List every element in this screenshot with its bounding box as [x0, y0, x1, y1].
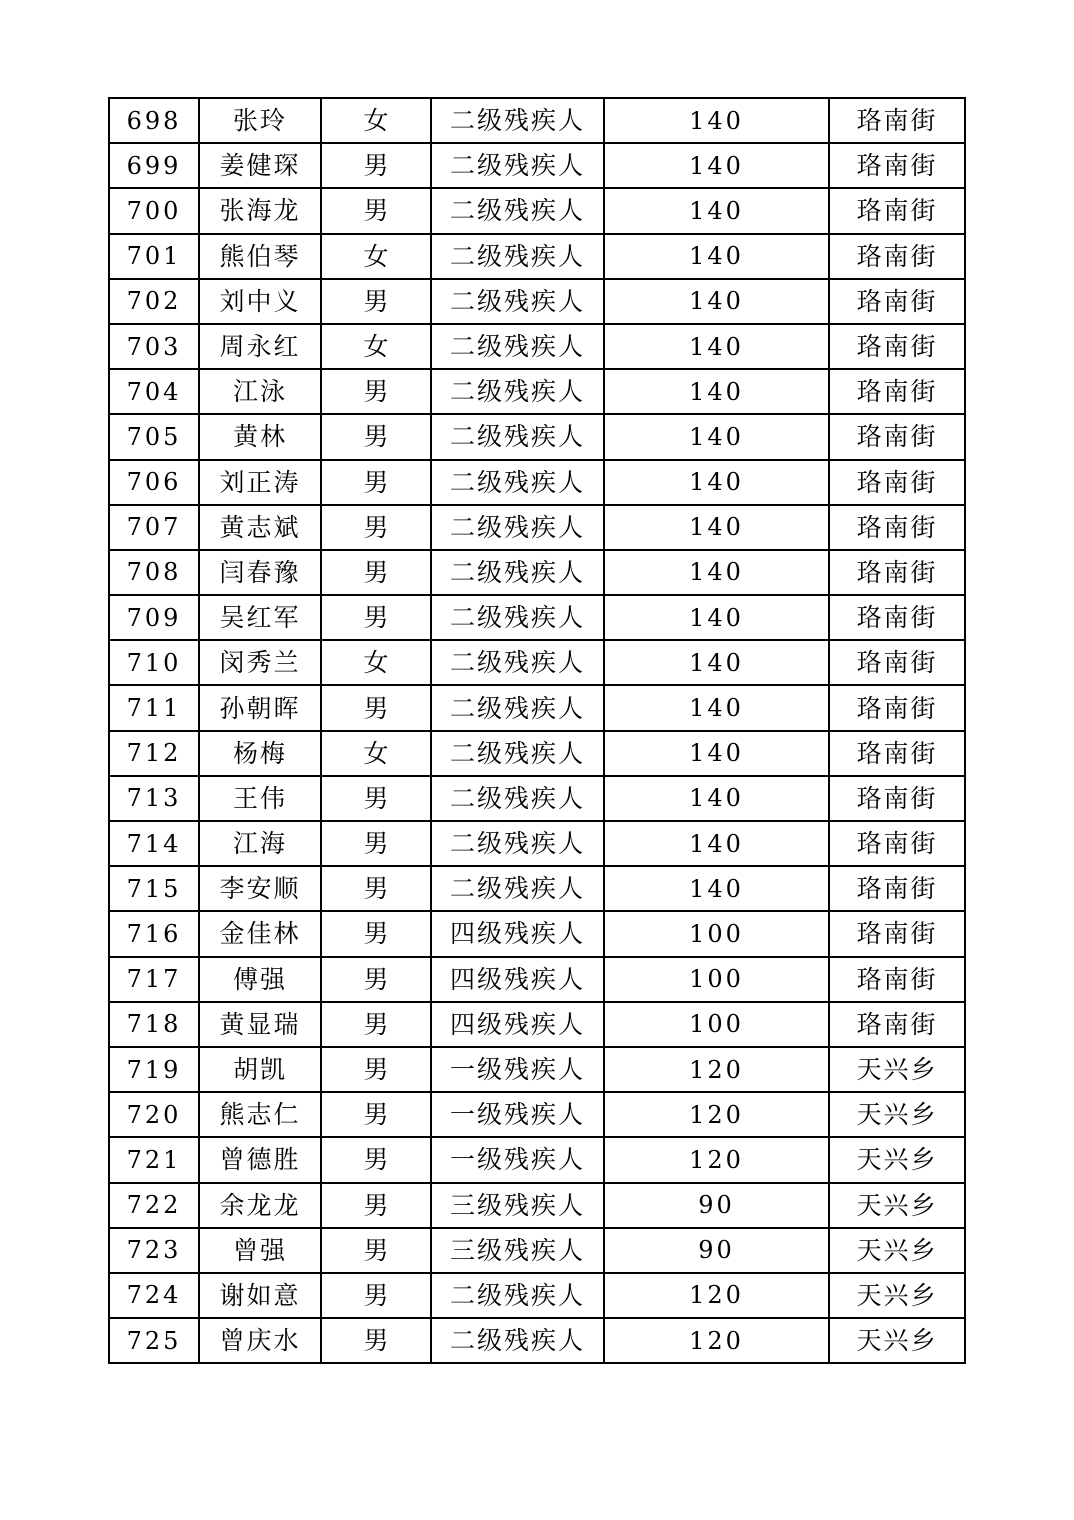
table-row	[109, 1228, 965, 1273]
table-row	[109, 460, 965, 505]
table-row	[109, 911, 965, 956]
table-row	[109, 1002, 965, 1047]
district-cell: 天兴乡	[829, 1137, 965, 1182]
recipient-table	[108, 97, 966, 1364]
subsidy-amount-cell: 140	[604, 324, 829, 369]
subsidy-amount-cell: 120	[604, 1137, 829, 1182]
gender-cell: 女	[321, 731, 431, 776]
person-name-cell: 金佳林	[199, 911, 321, 956]
person-name-cell: 杨梅	[199, 731, 321, 776]
district-cell: 珞南街	[829, 821, 965, 866]
district-cell: 珞南街	[829, 550, 965, 595]
gender-cell: 男	[321, 143, 431, 188]
table-row	[109, 1183, 965, 1228]
subsidy-amount-cell: 140	[604, 143, 829, 188]
table-row	[109, 595, 965, 640]
row-number-cell: 704	[109, 369, 199, 414]
person-name-cell: 张玲	[199, 98, 321, 143]
table-row	[109, 1092, 965, 1137]
gender-cell: 女	[321, 324, 431, 369]
gender-cell: 男	[321, 866, 431, 911]
district-cell: 珞南街	[829, 279, 965, 324]
row-number-cell: 718	[109, 1002, 199, 1047]
row-number-cell: 707	[109, 505, 199, 550]
row-number-cell: 717	[109, 957, 199, 1002]
person-name-cell: 黄林	[199, 414, 321, 459]
subsidy-amount-cell: 90	[604, 1183, 829, 1228]
gender-cell: 男	[321, 1137, 431, 1182]
subsidy-amount-cell: 120	[604, 1047, 829, 1092]
subsidy-amount-cell: 140	[604, 685, 829, 730]
person-name-cell: 李安顺	[199, 866, 321, 911]
person-name-cell: 姜健琛	[199, 143, 321, 188]
row-number-cell: 714	[109, 821, 199, 866]
person-name-cell: 刘正涛	[199, 460, 321, 505]
gender-cell: 女	[321, 234, 431, 279]
person-name-cell: 余龙龙	[199, 1183, 321, 1228]
disability-level-cell: 二级残疾人	[431, 776, 604, 821]
district-cell: 天兴乡	[829, 1228, 965, 1273]
table-row	[109, 685, 965, 730]
gender-cell: 女	[321, 98, 431, 143]
disability-level-cell: 三级残疾人	[431, 1228, 604, 1273]
disability-level-cell: 四级残疾人	[431, 911, 604, 956]
person-name-cell: 江泳	[199, 369, 321, 414]
table-row	[109, 731, 965, 776]
subsidy-amount-cell: 100	[604, 911, 829, 956]
district-cell: 天兴乡	[829, 1047, 965, 1092]
row-number-cell: 720	[109, 1092, 199, 1137]
subsidy-amount-cell: 140	[604, 98, 829, 143]
row-number-cell: 700	[109, 188, 199, 233]
disability-level-cell: 三级残疾人	[431, 1183, 604, 1228]
district-cell: 珞南街	[829, 414, 965, 459]
disability-level-cell: 二级残疾人	[431, 1318, 604, 1363]
district-cell: 珞南街	[829, 911, 965, 956]
subsidy-amount-cell: 140	[604, 369, 829, 414]
person-name-cell: 傅强	[199, 957, 321, 1002]
subsidy-amount-cell: 140	[604, 821, 829, 866]
disability-level-cell: 二级残疾人	[431, 414, 604, 459]
person-name-cell: 谢如意	[199, 1273, 321, 1318]
gender-cell: 男	[321, 1318, 431, 1363]
table-body	[109, 98, 965, 1363]
row-number-cell: 711	[109, 685, 199, 730]
table-row	[109, 279, 965, 324]
disability-level-cell: 一级残疾人	[431, 1047, 604, 1092]
disability-level-cell: 二级残疾人	[431, 324, 604, 369]
subsidy-amount-cell: 100	[604, 1002, 829, 1047]
disability-level-cell: 二级残疾人	[431, 731, 604, 776]
table-row	[109, 821, 965, 866]
table-row	[109, 324, 965, 369]
table-row	[109, 143, 965, 188]
person-name-cell: 王伟	[199, 776, 321, 821]
table-row	[109, 866, 965, 911]
district-cell: 天兴乡	[829, 1273, 965, 1318]
gender-cell: 男	[321, 414, 431, 459]
district-cell: 珞南街	[829, 188, 965, 233]
gender-cell: 男	[321, 188, 431, 233]
person-name-cell: 孙朝晖	[199, 685, 321, 730]
row-number-cell: 706	[109, 460, 199, 505]
district-cell: 珞南街	[829, 776, 965, 821]
person-name-cell: 张海龙	[199, 188, 321, 233]
row-number-cell: 705	[109, 414, 199, 459]
district-cell: 天兴乡	[829, 1183, 965, 1228]
gender-cell: 男	[321, 1228, 431, 1273]
gender-cell: 男	[321, 369, 431, 414]
disability-level-cell: 二级残疾人	[431, 279, 604, 324]
district-cell: 珞南街	[829, 640, 965, 685]
gender-cell: 男	[321, 776, 431, 821]
gender-cell: 女	[321, 640, 431, 685]
subsidy-amount-cell: 140	[604, 550, 829, 595]
person-name-cell: 吴红军	[199, 595, 321, 640]
gender-cell: 男	[321, 550, 431, 595]
gender-cell: 男	[321, 279, 431, 324]
person-name-cell: 曾庆水	[199, 1318, 321, 1363]
table-row	[109, 640, 965, 685]
subsidy-amount-cell: 140	[604, 731, 829, 776]
subsidy-amount-cell: 120	[604, 1273, 829, 1318]
district-cell: 珞南街	[829, 324, 965, 369]
subsidy-amount-cell: 90	[604, 1228, 829, 1273]
table-row	[109, 234, 965, 279]
person-name-cell: 黄显瑞	[199, 1002, 321, 1047]
disability-level-cell: 二级残疾人	[431, 369, 604, 414]
person-name-cell: 江海	[199, 821, 321, 866]
row-number-cell: 725	[109, 1318, 199, 1363]
disability-level-cell: 四级残疾人	[431, 957, 604, 1002]
disability-level-cell: 二级残疾人	[431, 866, 604, 911]
person-name-cell: 曾强	[199, 1228, 321, 1273]
row-number-cell: 698	[109, 98, 199, 143]
disability-level-cell: 二级残疾人	[431, 595, 604, 640]
subsidy-amount-cell: 140	[604, 188, 829, 233]
disability-level-cell: 二级残疾人	[431, 234, 604, 279]
subsidy-amount-cell: 140	[604, 640, 829, 685]
gender-cell: 男	[321, 505, 431, 550]
disability-level-cell: 二级残疾人	[431, 143, 604, 188]
disability-level-cell: 二级残疾人	[431, 98, 604, 143]
subsidy-amount-cell: 100	[604, 957, 829, 1002]
disability-level-cell: 一级残疾人	[431, 1092, 604, 1137]
disability-level-cell: 一级残疾人	[431, 1137, 604, 1182]
gender-cell: 男	[321, 685, 431, 730]
district-cell: 珞南街	[829, 98, 965, 143]
gender-cell: 男	[321, 1092, 431, 1137]
gender-cell: 男	[321, 911, 431, 956]
district-cell: 珞南街	[829, 369, 965, 414]
gender-cell: 男	[321, 1273, 431, 1318]
table-row	[109, 98, 965, 143]
disability-level-cell: 二级残疾人	[431, 685, 604, 730]
table-row	[109, 1273, 965, 1318]
person-name-cell: 胡凯	[199, 1047, 321, 1092]
subsidy-amount-cell: 140	[604, 505, 829, 550]
district-cell: 珞南街	[829, 505, 965, 550]
row-number-cell: 716	[109, 911, 199, 956]
table-row	[109, 957, 965, 1002]
disability-level-cell: 四级残疾人	[431, 1002, 604, 1047]
gender-cell: 男	[321, 1183, 431, 1228]
row-number-cell: 712	[109, 731, 199, 776]
district-cell: 珞南街	[829, 866, 965, 911]
table-row	[109, 414, 965, 459]
subsidy-amount-cell: 120	[604, 1092, 829, 1137]
table-row	[109, 1047, 965, 1092]
gender-cell: 男	[321, 1002, 431, 1047]
row-number-cell: 724	[109, 1273, 199, 1318]
subsidy-amount-cell: 140	[604, 414, 829, 459]
gender-cell: 男	[321, 1047, 431, 1092]
row-number-cell: 709	[109, 595, 199, 640]
row-number-cell: 699	[109, 143, 199, 188]
subsidy-amount-cell: 140	[604, 595, 829, 640]
district-cell: 珞南街	[829, 685, 965, 730]
row-number-cell: 701	[109, 234, 199, 279]
table-row	[109, 550, 965, 595]
table-row	[109, 776, 965, 821]
district-cell: 天兴乡	[829, 1092, 965, 1137]
person-name-cell: 黄志斌	[199, 505, 321, 550]
table-row	[109, 1318, 965, 1363]
gender-cell: 男	[321, 957, 431, 1002]
table-row	[109, 369, 965, 414]
subsidy-amount-cell: 140	[604, 460, 829, 505]
subsidy-amount-cell: 140	[604, 866, 829, 911]
row-number-cell: 721	[109, 1137, 199, 1182]
table-row	[109, 505, 965, 550]
district-cell: 珞南街	[829, 143, 965, 188]
row-number-cell: 713	[109, 776, 199, 821]
subsidy-amount-cell: 140	[604, 279, 829, 324]
district-cell: 珞南街	[829, 595, 965, 640]
row-number-cell: 722	[109, 1183, 199, 1228]
row-number-cell: 710	[109, 640, 199, 685]
gender-cell: 男	[321, 460, 431, 505]
subsidy-amount-cell: 140	[604, 234, 829, 279]
person-name-cell: 闫春豫	[199, 550, 321, 595]
disability-level-cell: 二级残疾人	[431, 505, 604, 550]
district-cell: 天兴乡	[829, 1318, 965, 1363]
disability-level-cell: 二级残疾人	[431, 460, 604, 505]
row-number-cell: 719	[109, 1047, 199, 1092]
gender-cell: 男	[321, 821, 431, 866]
row-number-cell: 702	[109, 279, 199, 324]
district-cell: 珞南街	[829, 234, 965, 279]
person-name-cell: 刘中义	[199, 279, 321, 324]
row-number-cell: 703	[109, 324, 199, 369]
row-number-cell: 723	[109, 1228, 199, 1273]
person-name-cell: 闵秀兰	[199, 640, 321, 685]
disability-level-cell: 二级残疾人	[431, 821, 604, 866]
district-cell: 珞南街	[829, 460, 965, 505]
disability-level-cell: 二级残疾人	[431, 188, 604, 233]
row-number-cell: 715	[109, 866, 199, 911]
disability-level-cell: 二级残疾人	[431, 1273, 604, 1318]
disability-level-cell: 二级残疾人	[431, 550, 604, 595]
subsidy-amount-cell: 140	[604, 776, 829, 821]
table-row	[109, 1137, 965, 1182]
subsidy-amount-cell: 120	[604, 1318, 829, 1363]
person-name-cell: 熊志仁	[199, 1092, 321, 1137]
gender-cell: 男	[321, 595, 431, 640]
disability-level-cell: 二级残疾人	[431, 640, 604, 685]
table-row	[109, 188, 965, 233]
district-cell: 珞南街	[829, 957, 965, 1002]
district-cell: 珞南街	[829, 1002, 965, 1047]
person-name-cell: 曾德胜	[199, 1137, 321, 1182]
district-cell: 珞南街	[829, 731, 965, 776]
person-name-cell: 周永红	[199, 324, 321, 369]
row-number-cell: 708	[109, 550, 199, 595]
person-name-cell: 熊伯琴	[199, 234, 321, 279]
